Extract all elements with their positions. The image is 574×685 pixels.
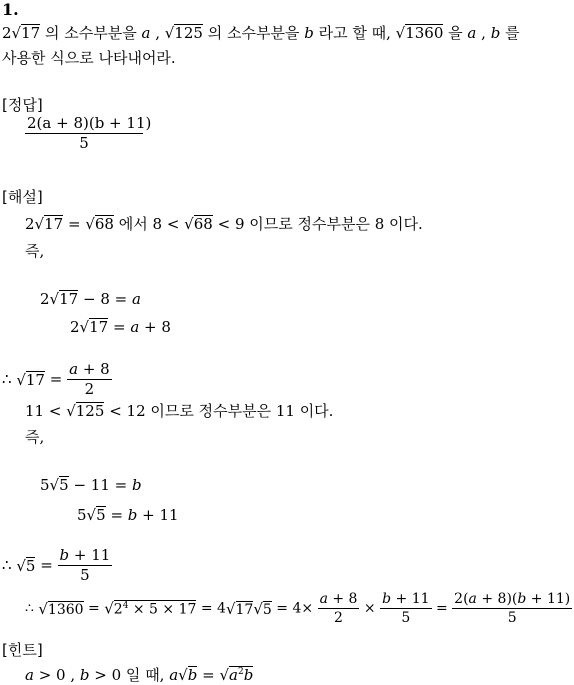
equation-4: 5√5 = b + 11 [77, 506, 179, 524]
answer-numerator: 2(a + 8)(b + 11) [27, 114, 152, 132]
answer-denominator: 5 [79, 134, 89, 152]
result-2-denominator: 5 [80, 566, 90, 584]
explanation-then-1: 즉, [25, 242, 45, 260]
equation-1: 2√17 − 8 = a [40, 290, 141, 308]
final-equation: ∴ $√1360 = √2^4 \times 5 \times 17 = 4√17√5 = 4\times$ $\frac{a + 8}{2}$ × $\frac{b + 11}{5}$ = $\frac{2(a + 8)(b + 11)}{5}$ [25, 591, 571, 626]
hint-text: a > 0 , b > 0 일 때, $a√b = √a^2b$ [25, 666, 254, 684]
result-1-denominator: 2 [84, 380, 95, 398]
equation-2: 2√17 = a + 8 [70, 318, 171, 336]
answer-header: [정답] [2, 96, 43, 114]
problem-line-2: 사용한 식으로 나타내어라. [2, 49, 176, 67]
problem-number: 1. [2, 0, 19, 19]
explanation-line-1: 2√17 = √68 에서 8 < √68 < 9 이므로 정수부분은 8 이다. [25, 215, 423, 233]
explanation-line-2: 11 < √125 < 12 이므로 정수부분은 11 이다. [25, 402, 334, 420]
problem-line-1: 2√17 의 소수부분을 a , √125 의 소수부분을 b 라고 할 때, √1360 을 a , b 를 [2, 24, 520, 42]
result-1: ∴ √17 = $\frac{a + 8}{2}$ [2, 360, 110, 398]
equation-3: 5√5 − 11 = b [40, 476, 142, 494]
hint-header: [힌트] [2, 641, 43, 659]
result-2: ∴ √5 = $\frac{b + 11}{5}$ [2, 546, 111, 584]
explanation-header: [해설] [2, 188, 43, 206]
explanation-then-2: 즉, [25, 428, 45, 446]
answer-fraction [25, 114, 152, 152]
